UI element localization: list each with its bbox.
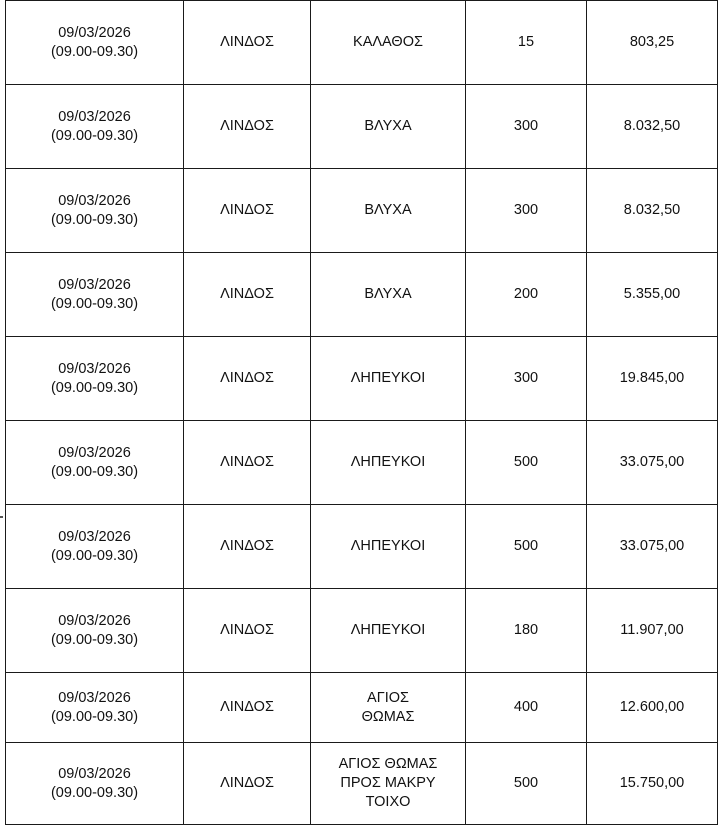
area-cell: ΛΙΝΔΟΣ [184, 589, 311, 673]
location-text: ΒΛΥΧΑ [364, 202, 412, 218]
location-text: ΛΗΠΕΥΚΟΙ [350, 454, 426, 470]
table-row [6, 505, 718, 589]
date-text: 09/03/2026 [58, 612, 131, 629]
time-text: (09.00-09.30) [50, 211, 139, 228]
table-row [6, 589, 718, 673]
amount-cell: 5.355,00 [587, 253, 718, 337]
date-text: 09/03/2026 [58, 689, 131, 706]
date-text: 09/03/2026 [58, 765, 131, 782]
date-cell [6, 589, 184, 673]
date-text: 09/03/2026 [58, 444, 131, 461]
amount-cell: 33.075,00 [587, 505, 718, 589]
amount-cell: 33.075,00 [587, 421, 718, 505]
table-row [6, 85, 718, 169]
table-row [6, 421, 718, 505]
date-text: 09/03/2026 [58, 108, 131, 125]
date-text: 09/03/2026 [58, 192, 131, 209]
time-text: (09.00-09.30) [50, 379, 139, 396]
area-cell: ΛΙΝΔΟΣ [184, 421, 311, 505]
amount-cell: 8.032,50 [587, 169, 718, 253]
quantity-cell: 300 [466, 169, 587, 253]
location-text: ΛΗΠΕΥΚΟΙ [350, 538, 426, 554]
quantity-cell: 300 [466, 85, 587, 169]
quantity-cell: 400 [466, 673, 587, 743]
location-text-line-2: ΠΡΟΣ ΜΑΚΡΥ ΤΟΙΧΟ [340, 775, 436, 810]
table-row [6, 743, 718, 825]
quantity-cell: 500 [466, 505, 587, 589]
date-cell [6, 421, 184, 505]
quantity-cell: 15 [466, 1, 587, 85]
date-text: 09/03/2026 [58, 276, 131, 293]
auction-table [5, 0, 718, 825]
location-cell [311, 589, 466, 673]
location-cell [311, 337, 466, 421]
location-text: ΛΗΠΕΥΚΟΙ [350, 622, 426, 638]
time-text: (09.00-09.30) [50, 127, 139, 144]
table-row [6, 1, 718, 85]
location-cell [311, 743, 466, 825]
date-cell [6, 169, 184, 253]
table-row [6, 337, 718, 421]
date-cell [6, 85, 184, 169]
location-text: ΚΑΛΑΘΟΣ [353, 34, 423, 50]
location-text-line-1: ΑΓΙΟΣ [367, 689, 409, 706]
area-cell: ΛΙΝΔΟΣ [184, 1, 311, 85]
margin-mark [0, 516, 3, 518]
area-cell: ΛΙΝΔΟΣ [184, 253, 311, 337]
location-text: ΒΛΥΧΑ [364, 118, 412, 134]
time-text: (09.00-09.30) [50, 708, 139, 725]
area-cell: ΛΙΝΔΟΣ [184, 337, 311, 421]
date-text: 09/03/2026 [58, 528, 131, 545]
quantity-cell: 200 [466, 253, 587, 337]
time-text: (09.00-09.30) [50, 784, 139, 801]
amount-cell: 11.907,00 [587, 589, 718, 673]
quantity-cell: 500 [466, 743, 587, 825]
location-text-line-1: ΑΓΙΟΣ ΘΩΜΑΣ [338, 756, 438, 772]
quantity-cell: 300 [466, 337, 587, 421]
quantity-cell: 500 [466, 421, 587, 505]
area-cell: ΛΙΝΔΟΣ [184, 85, 311, 169]
date-cell [6, 1, 184, 85]
area-cell: ΛΙΝΔΟΣ [184, 673, 311, 743]
location-cell [311, 85, 466, 169]
date-text: 09/03/2026 [58, 24, 131, 41]
date-text: 09/03/2026 [58, 360, 131, 377]
date-cell [6, 337, 184, 421]
area-cell: ΛΙΝΔΟΣ [184, 169, 311, 253]
location-text-line-2: ΘΩΜΑΣ [361, 708, 415, 725]
time-text: (09.00-09.30) [50, 43, 139, 60]
amount-cell: 15.750,00 [587, 743, 718, 825]
table-row [6, 673, 718, 743]
area-cell: ΛΙΝΔΟΣ [184, 505, 311, 589]
date-cell [6, 743, 184, 825]
time-text: (09.00-09.30) [50, 463, 139, 480]
time-text: (09.00-09.30) [50, 547, 139, 564]
time-text: (09.00-09.30) [50, 295, 139, 312]
date-cell [6, 673, 184, 743]
date-cell [6, 253, 184, 337]
location-cell [311, 1, 466, 85]
amount-cell: 8.032,50 [587, 85, 718, 169]
table-row [6, 169, 718, 253]
location-cell [311, 673, 466, 743]
amount-cell: 19.845,00 [587, 337, 718, 421]
time-text: (09.00-09.30) [50, 631, 139, 648]
location-cell [311, 169, 466, 253]
location-text: ΒΛΥΧΑ [364, 286, 412, 302]
area-cell: ΛΙΝΔΟΣ [184, 743, 311, 825]
location-cell [311, 253, 466, 337]
location-cell [311, 421, 466, 505]
amount-cell: 803,25 [587, 1, 718, 85]
table-row [6, 253, 718, 337]
quantity-cell: 180 [466, 589, 587, 673]
amount-cell: 12.600,00 [587, 673, 718, 743]
date-cell [6, 505, 184, 589]
location-cell [311, 505, 466, 589]
location-text: ΛΗΠΕΥΚΟΙ [350, 370, 426, 386]
